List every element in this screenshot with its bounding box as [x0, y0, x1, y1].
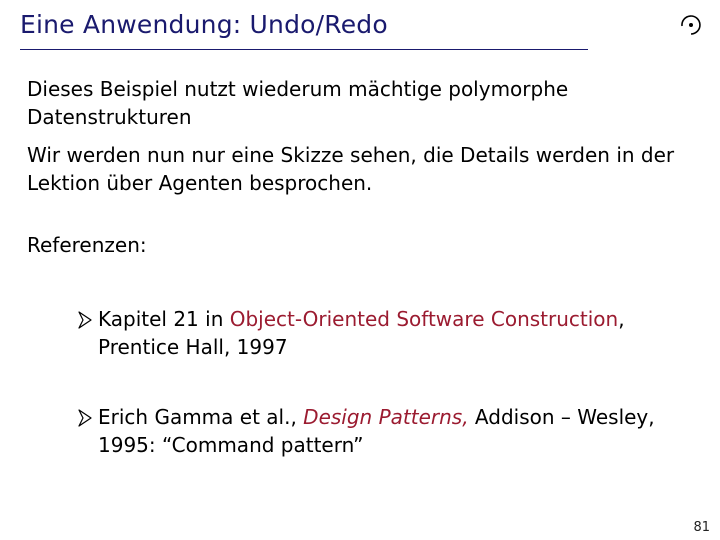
slide-title: Eine Anwendung: Undo/Redo [20, 10, 388, 39]
reference-suffix: Addison – Wesley, 1995: “Command pattern” [98, 405, 655, 457]
page-number: 81 [693, 520, 710, 535]
reference-suffix: , Prentice Hall, 1997 [98, 307, 625, 359]
paragraph-outline: Wir werden nun nur eine Skizze sehen, die Details werden in der Lektion über Agenten besprochen. [27, 143, 675, 195]
arrowhead-bullet-icon [78, 311, 92, 329]
eth-logo-icon [678, 12, 704, 38]
arrowhead-bullet-icon [78, 409, 92, 427]
references-heading: Referenzen: [27, 233, 147, 257]
title-underline [20, 49, 588, 50]
reference-item [98, 403, 658, 459]
reference-prefix: Kapitel 21 in [98, 307, 230, 331]
paragraph-intro: Dieses Beispiel nutzt wiederum mächtige polymorphe Datenstrukturen [27, 77, 569, 129]
reference-book-title: Design Patterns, [303, 405, 469, 429]
reference-item [98, 305, 658, 361]
reference-book-title: Object-Oriented Software Construction [229, 307, 619, 331]
reference-prefix: Erich Gamma et al., [98, 405, 304, 429]
